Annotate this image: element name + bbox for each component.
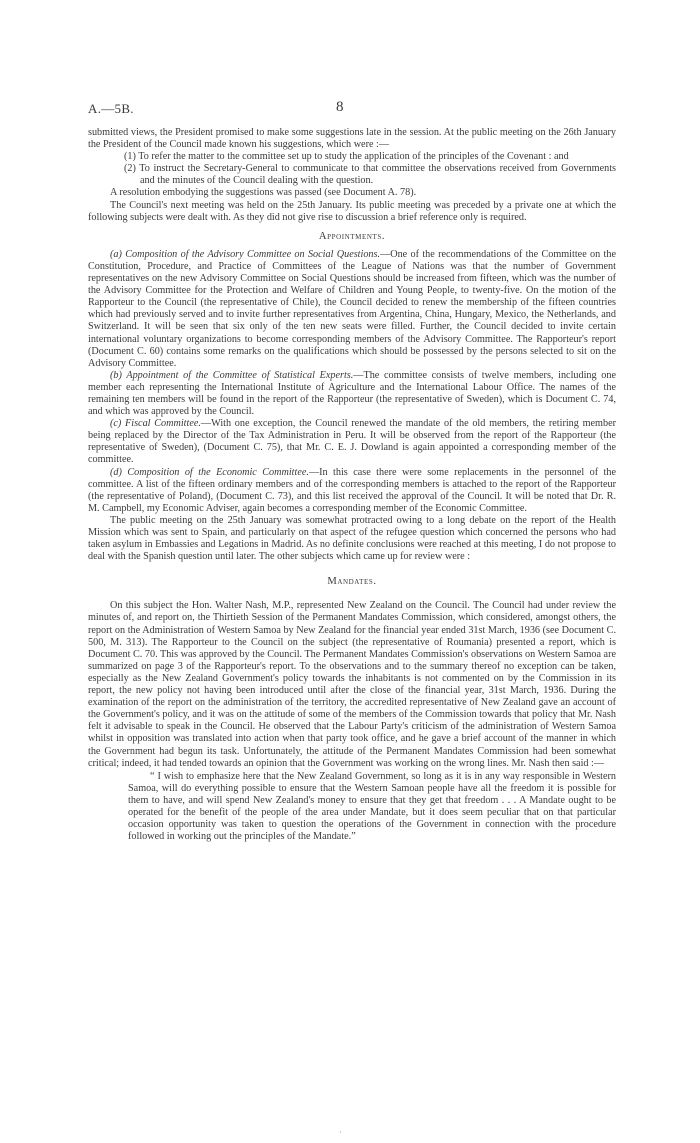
appointment-c-title: (c) Fiscal Committee. [110, 418, 201, 430]
appointment-b-text: —The committee consists of twelve members, including one member each representing the International Institute of Agriculture and the International Labour Office. The names of the remaining ten members will be found in the report of the Rapporteur (the representative of Sweden), which is Document C. 74, and which was approved by the Council. [88, 369, 616, 418]
appointment-c-paragraph [88, 418, 616, 466]
appointments-heading: Appointments. [318, 230, 386, 242]
mandates-paragraph: On this subject the Hon. Walter Nash, M.P., represented New Zealand on the Council. The Council had under review the minutes of, and report on, the Thirtieth Session of the Permanent Mandates Commission, which considered, amongst others, the report on the Administration of Western Samoa by New Zealand for the financial year ended 31st March, 1936 (see Document C. 500, M. 313). The Rapporteur to the Council on the subject (the representative of Roumania) presented a report, which is Document C. 70. This was approved by the Council. The Permanent Mandates Commission's observations on Western Samoa are summarized on page 3 of the Rapporteur's report. To the observations and to the summary thereof no exception can be taken, especially as the New Zealand Government's policy towards the inhabitants is not commented on by the Commission in its report, the new policy not having been introduced until after the close of the financial year, 31st March, 1936. During the examination of the report on the administration of the territory, the accredited representative of New Zealand gave an account of the Government's policy, and it was on the attitude of some of the members of the Commission towards that policy that Mr. Nash felt it advisable to speak in the Council. He observed that the Labour Party's criticism of the administration of Western Samoa whilst in opposition was translated into action when that party took office, and he gave a brief account of the manner in which the Government had begun its task. Unfortunately, the attitude of the Permanent Mandates Commission had been somewhat critical; indeed, it had tended towards an opinion that the Government was working on the wrong lines. Mr. Nash then said :— [88, 600, 616, 769]
scan-speck: · [339, 1128, 342, 1137]
spacer [88, 563, 616, 569]
mandates-heading: Mandates. [327, 576, 377, 588]
appointment-a-text: —One of the recommendations of the Committee on the Constitution, Procedure, and Practice of Committees of the League of Nations was that the number of Government representatives on the new Advisory Committee on Social Questions should be increased from fifteen, which was the number of the Advisory Committee for the Protection and Welfare of Children and Young People, to twenty-five. On the motion of the Rapporteur to the Council (the representative of Chile), the Council decided to renew the membership of the fifteen countries which had previously served and to invite further representatives from Argentina, China, Hungary, Mexico, the Netherlands, and Switzerland. It will be seen that six only of the ten new seats were filled. Further, the Council decided to invite certain international voluntary organizations to become corresponding members of the Advisory Committee. The Rapporteur's report (Document C. 60) contains some remarks on the qualifications which should be possessed by the persons selected to sit on the Advisory Committee. [88, 248, 616, 369]
appointment-b-title: (b) Appointment of the Committee of Statistical Experts. [110, 369, 354, 381]
nash-quote-text: “ I wish to emphasize here that the New Zealand Government, so long as it is in any way responsible in Western Samoa, will do everything possible to ensure that the Western Samoan people have all the freedom it is possible for them to have, and will spend New Zealand's money to ensure that they get that freedom . . . A Mandate ought to be operated for the benefit of the people of the area under Mandate, but it does seem peculiar that on that particular occasion opportunity was taken to question the operations of the Government in connection with the procedure followed in working out the principles of the Mandate.” [128, 770, 616, 843]
document-reference: A.—5B. [88, 101, 134, 116]
appointment-d-text: —In this case there were some replacements in the personnel of the committee. A list of the fifteen ordinary members and of the corresponding members is attached to the report of the Rapporteur (the representative of Poland), (Document C. 73), and this list received the approval of the Council. It will be noted that Dr. R. M. Campbell, my Economic Adviser, again becomes a corresponding member of the Economic Committee. [88, 466, 616, 514]
nash-quote-block [88, 771, 616, 844]
page-number: 8 [336, 99, 344, 115]
appointment-c-text: —With one exception, the Council renewed the mandate of the old members, the retiring member being replaced by the Director of the Tax Administration in Peru. It will be observed from the report of the Rapporteur (the representative of Sweden), (Document C. 75), that Mr. C. E. J. Dowland is again appointed a corresponding member of the committee. [88, 418, 616, 466]
next-meeting-paragraph: The Council's next meeting was held on the 25th January. Its public meeting was preceded by a private one at which the following subjects were dealt with. As they did not give rise to discussion a brief reference only is required. [88, 199, 616, 223]
page-header [88, 101, 616, 121]
appointment-b-paragraph [88, 370, 616, 418]
appointment-a-paragraph [88, 249, 616, 370]
document-body [88, 127, 616, 843]
suggestion-item-1: (1) To refer the matter to the committee set up to study the application of the principles of the Covenant : and [124, 151, 569, 163]
intro-paragraph-continued: submitted views, the President promised to make some suggestions late in the session. At the public meeting on the 26th January the President of the Council made known his suggestions, which were :— [88, 127, 616, 151]
appointment-d-title: (d) Composition of the Economic Committee. [110, 466, 309, 478]
resolution-paragraph: A resolution embodying the suggestions was passed (see Document A. 78). [110, 187, 417, 199]
public-meeting-paragraph: The public meeting on the 25th January was somewhat protracted owing to a long debate on the report of the Health Mission which was sent to Spain, and particularly on that aspect of the refugee question which concerned the persons who had taken asylum in Embassies and Legations in Madrid. As no definite conclusions were reached at this meeting, I do not propose to deal with the Spanish question until later. The other subjects which came up for review were : [88, 514, 616, 563]
suggestion-item-2: (2) To instruct the Secretary-General to communicate to that committee the observations received from Governments and the minutes of the Council dealing with the question. [124, 163, 616, 187]
appointment-d-paragraph [88, 467, 616, 515]
appointment-a-title: (a) Composition of the Advisory Committee on Social Questions. [110, 248, 381, 260]
